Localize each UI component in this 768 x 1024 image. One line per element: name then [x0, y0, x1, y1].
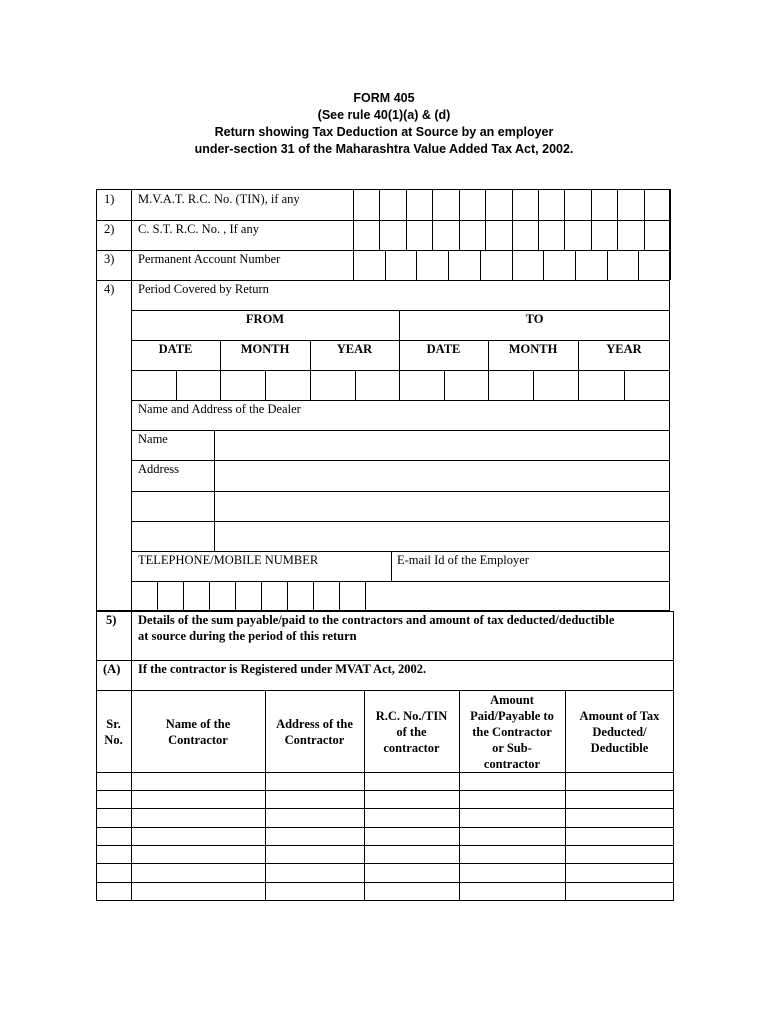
- table-cell[interactable]: [566, 883, 673, 900]
- table-cell[interactable]: [566, 864, 673, 881]
- row-divider: [96, 690, 674, 691]
- tin-digit-box[interactable]: [433, 190, 457, 219]
- table-cell[interactable]: [365, 828, 458, 844]
- row-divider: [131, 310, 670, 311]
- cst-digit-box[interactable]: [486, 220, 510, 249]
- period-digit-box[interactable]: [534, 371, 577, 400]
- table-cell[interactable]: [566, 809, 673, 826]
- table-cell[interactable]: [132, 883, 264, 900]
- dealer-label-divider: [214, 430, 215, 551]
- table-cell[interactable]: [266, 791, 363, 807]
- cst-digit-box[interactable]: [354, 220, 378, 249]
- period-digit-box[interactable]: [579, 371, 623, 400]
- cst-digit-box[interactable]: [645, 220, 669, 249]
- col-header-amount-paid: [459, 692, 565, 772]
- table-cell[interactable]: [566, 773, 673, 789]
- period-digit-box[interactable]: [356, 371, 398, 400]
- header-line: Sr.: [106, 717, 121, 731]
- table-cell[interactable]: [97, 809, 130, 826]
- table-cell[interactable]: [460, 791, 564, 807]
- dealer-name-label: Name: [138, 432, 168, 446]
- phone-digit-box[interactable]: [262, 582, 286, 610]
- table-cell[interactable]: [97, 864, 130, 881]
- table-cell[interactable]: [460, 809, 564, 826]
- row3-number: 3): [104, 252, 115, 266]
- telephone-label: TELEPHONE/MOBILE NUMBER: [138, 553, 319, 567]
- to-year-heading: YEAR: [606, 342, 642, 356]
- phone-digit-box[interactable]: [236, 582, 260, 610]
- period-digit-box[interactable]: [489, 371, 532, 400]
- row1-number: 1): [104, 192, 115, 206]
- section5-text-line2: at source during the period of this return: [138, 629, 357, 643]
- tin-digit-box[interactable]: [380, 190, 404, 219]
- section5-number: 5): [106, 613, 117, 627]
- pan-digit-box[interactable]: [639, 251, 669, 280]
- cst-digit-box[interactable]: [460, 220, 484, 249]
- header-line: No.: [104, 733, 123, 747]
- header-line: of the: [396, 725, 427, 739]
- to-heading: TO: [525, 312, 544, 326]
- table-cell[interactable]: [460, 773, 564, 789]
- col-header-tax-deducted: [565, 692, 674, 772]
- tin-digit-box[interactable]: [618, 190, 642, 219]
- header-line: Address of the: [276, 717, 353, 731]
- row2-label: C. S.T. R.C. No. , If any: [138, 222, 259, 236]
- phone-digit-box[interactable]: [210, 582, 234, 610]
- table-cell[interactable]: [266, 846, 363, 862]
- table-cell[interactable]: [97, 846, 130, 862]
- row3-label: Permanent Account Number: [138, 252, 281, 266]
- header-line: Contractor: [284, 733, 345, 747]
- row4-label: Period Covered by Return: [138, 282, 269, 296]
- table-cell[interactable]: [97, 791, 130, 807]
- table-cell[interactable]: [566, 846, 673, 862]
- row-divider: [131, 551, 670, 552]
- from-date-heading: DATE: [158, 342, 193, 356]
- table-cell[interactable]: [132, 864, 264, 881]
- form-subtitle: under-section 31 of the Maharashtra Value Added Tax Act, 2002.: [194, 142, 574, 156]
- phone-email-divider: [391, 551, 392, 581]
- tin-digit-box[interactable]: [513, 190, 537, 219]
- dealer-address-label: Address: [138, 462, 179, 476]
- pan-digit-box[interactable]: [544, 251, 574, 280]
- table-cell[interactable]: [132, 773, 264, 789]
- tin-digit-box[interactable]: [565, 190, 589, 219]
- tin-digit-box[interactable]: [354, 190, 378, 219]
- cst-digit-box[interactable]: [565, 220, 589, 249]
- period-digit-box[interactable]: [221, 371, 264, 400]
- tin-digit-box[interactable]: [460, 190, 484, 219]
- header-line: Name of the: [165, 717, 231, 731]
- row1-label: M.V.A.T. R.C. No. (TIN), if any: [138, 192, 300, 206]
- table-cell[interactable]: [266, 864, 363, 881]
- col-header-contractor-name: [131, 692, 265, 772]
- to-month-heading: MONTH: [508, 342, 558, 356]
- cst-digit-box[interactable]: [433, 220, 457, 249]
- dealer-address-line2[interactable]: [218, 493, 666, 519]
- pan-digit-box[interactable]: [608, 251, 638, 280]
- header-line: Deductible: [590, 741, 649, 755]
- cst-digit-box[interactable]: [513, 220, 537, 249]
- table-cell[interactable]: [566, 828, 673, 844]
- cst-digit-box[interactable]: [407, 220, 431, 249]
- table-cell[interactable]: [266, 883, 363, 900]
- header-line: R.C. No./TIN: [375, 709, 448, 723]
- header-line: Amount: [490, 693, 534, 707]
- pan-digit-box[interactable]: [417, 251, 447, 280]
- table-cell[interactable]: [365, 883, 458, 900]
- table-cell[interactable]: [266, 828, 363, 844]
- table-cell[interactable]: [97, 883, 130, 900]
- to-date-heading: DATE: [426, 342, 461, 356]
- table-cell[interactable]: [566, 791, 673, 807]
- header-line: Amount of Tax: [579, 709, 660, 723]
- row-divider: [131, 340, 670, 341]
- period-digit-box[interactable]: [400, 371, 443, 400]
- table-cell[interactable]: [266, 809, 363, 826]
- period-digit-box[interactable]: [311, 371, 354, 400]
- tin-digit-box[interactable]: [486, 190, 510, 219]
- phone-digit-box[interactable]: [184, 582, 208, 610]
- row-divider: [96, 280, 670, 281]
- table-cell[interactable]: [460, 846, 564, 862]
- period-digit-box[interactable]: [177, 371, 219, 400]
- sectionA-text: If the contractor is Registered under MVAT Act, 2002.: [138, 662, 427, 676]
- table-cell[interactable]: [132, 846, 264, 862]
- dealer-address-line3[interactable]: [218, 523, 666, 549]
- row-divider: [131, 491, 670, 492]
- table-cell[interactable]: [132, 828, 264, 844]
- col-header-rc-tin: [364, 692, 459, 772]
- col-header-contractor-address: [265, 692, 364, 772]
- phone-digit-box[interactable]: [288, 582, 312, 610]
- tin-digit-box[interactable]: [645, 190, 669, 219]
- row-divider: [131, 521, 670, 522]
- cst-digit-box[interactable]: [380, 220, 404, 249]
- header-line: Contractor: [168, 733, 228, 747]
- table-cell[interactable]: [97, 828, 130, 844]
- tin-digit-box[interactable]: [407, 190, 431, 219]
- dealer-address-line1[interactable]: [218, 462, 666, 488]
- table-cell[interactable]: [365, 791, 458, 807]
- table-cell[interactable]: [365, 846, 458, 862]
- grid-line: [670, 250, 671, 280]
- header-line: Paid/Payable to: [470, 709, 554, 723]
- row-divider: [96, 660, 674, 661]
- pan-digit-box[interactable]: [481, 251, 511, 280]
- from-month-heading: MONTH: [240, 342, 290, 356]
- row4-number: 4): [104, 282, 115, 296]
- cst-digit-box[interactable]: [539, 220, 563, 249]
- email-label: E-mail Id of the Employer: [397, 553, 529, 567]
- table-cell[interactable]: [266, 773, 363, 789]
- form-number: FORM 405: [353, 91, 415, 105]
- tin-digit-box[interactable]: [592, 190, 616, 219]
- section5-text-line1: Details of the sum payable/paid to the contractors and amount of tax deducted/deductible: [138, 613, 615, 627]
- form-title: Return showing Tax Deduction at Source by an employer: [214, 125, 554, 139]
- phone-digit-box[interactable]: [132, 582, 156, 610]
- table-cell[interactable]: [365, 809, 458, 826]
- table-cell[interactable]: [132, 809, 264, 826]
- phone-digit-box[interactable]: [314, 582, 338, 610]
- pan-digit-box[interactable]: [576, 251, 606, 280]
- row2-number: 2): [104, 222, 115, 236]
- table-cell[interactable]: [132, 791, 264, 807]
- header-line: or Sub-: [492, 741, 532, 755]
- row-divider: [131, 430, 670, 431]
- phone-digit-box[interactable]: [158, 582, 182, 610]
- table-cell[interactable]: [365, 773, 458, 789]
- header-line: the Contractor: [472, 725, 552, 739]
- period-digit-box[interactable]: [266, 371, 309, 400]
- from-heading: FROM: [245, 312, 285, 326]
- row-divider: [131, 400, 670, 401]
- period-digit-box[interactable]: [132, 371, 175, 400]
- pan-digit-box[interactable]: [513, 251, 543, 280]
- table-cell[interactable]: [460, 828, 564, 844]
- col-header-sr-no: [96, 692, 131, 772]
- tin-digit-box[interactable]: [539, 190, 563, 219]
- cst-digit-box[interactable]: [592, 220, 616, 249]
- pan-digit-box[interactable]: [354, 251, 384, 280]
- row-divider: [96, 250, 670, 251]
- from-year-heading: YEAR: [336, 342, 373, 356]
- pan-digit-box[interactable]: [386, 251, 416, 280]
- table-cell[interactable]: [365, 864, 458, 881]
- table-cell[interactable]: [460, 864, 564, 881]
- header-line: Deducted/: [592, 725, 647, 739]
- header-line: contractor: [383, 741, 440, 755]
- email-field[interactable]: [394, 583, 666, 609]
- period-digit-box[interactable]: [445, 371, 487, 400]
- cst-digit-box[interactable]: [618, 220, 642, 249]
- pan-digit-box[interactable]: [449, 251, 479, 280]
- period-digit-box[interactable]: [625, 371, 669, 400]
- table-cell[interactable]: [460, 883, 564, 900]
- table-cell[interactable]: [97, 773, 130, 789]
- form-rule: (See rule 40(1)(a) & (d): [317, 108, 451, 122]
- phone-digit-box[interactable]: [340, 582, 364, 610]
- row-divider: [131, 460, 670, 461]
- grid-line: [670, 189, 671, 250]
- dealer-name-field[interactable]: [218, 432, 666, 458]
- header-line: contractor: [483, 757, 541, 771]
- sectionA-number: (A): [103, 662, 121, 676]
- dealer-heading: Name and Address of the Dealer: [138, 402, 301, 416]
- phone-digit-box[interactable]: [366, 582, 390, 610]
